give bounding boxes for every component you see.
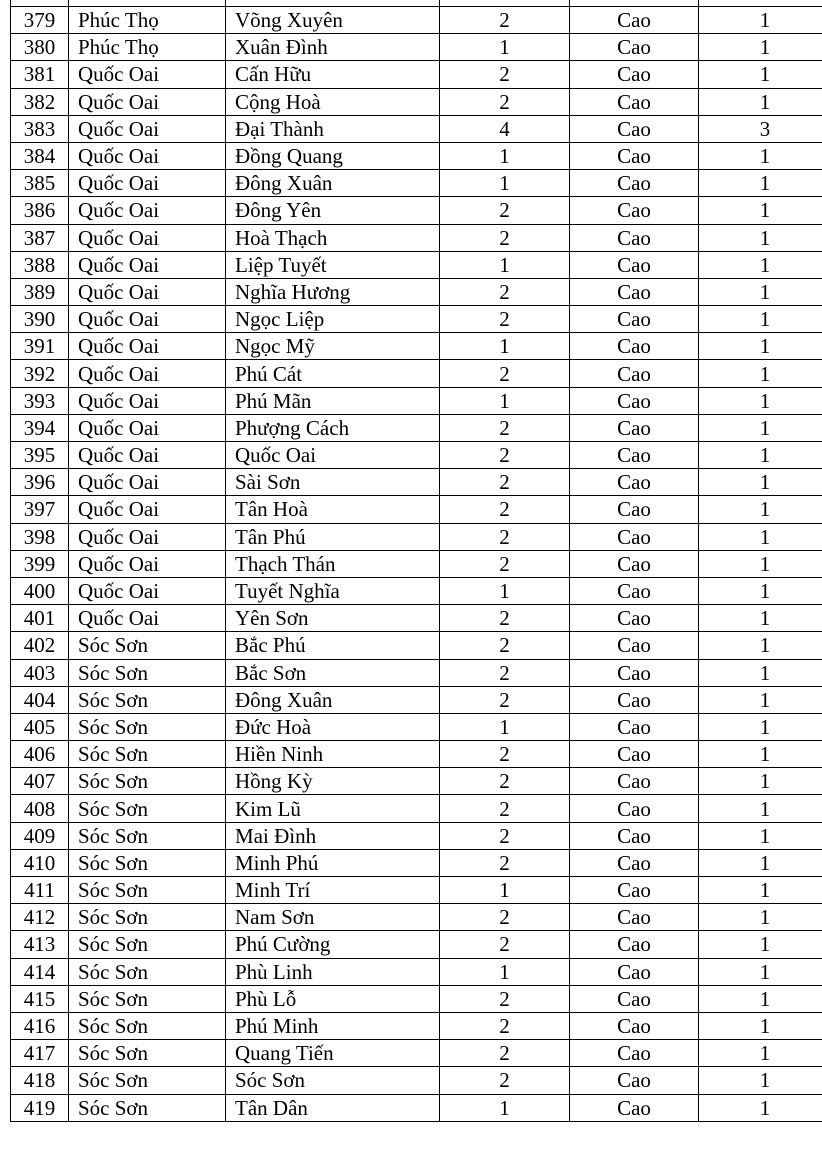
row-number-cell: 419	[11, 1094, 69, 1121]
number-cell: 1	[440, 1094, 570, 1121]
table-row	[11, 7, 822, 34]
table-row	[11, 686, 822, 713]
row-number-cell: 379	[11, 7, 69, 34]
count-cell: 1	[699, 741, 822, 768]
commune-cell: Hồng Kỳ	[226, 768, 440, 795]
number-cell: 1	[440, 34, 570, 61]
district-cell: Quốc Oai	[69, 469, 226, 496]
row-number-cell: 381	[11, 61, 69, 88]
level-cell: Cao	[570, 958, 699, 985]
number-cell: 1	[440, 577, 570, 604]
district-cell: Sóc Sơn	[69, 985, 226, 1012]
table-row	[11, 197, 822, 224]
table-row	[11, 985, 822, 1012]
level-cell: Cao	[570, 605, 699, 632]
row-number-cell: 383	[11, 115, 69, 142]
number-cell: 2	[440, 686, 570, 713]
table-row	[11, 278, 822, 305]
level-cell: Cao	[570, 849, 699, 876]
number-cell: 2	[440, 659, 570, 686]
row-number-cell: 390	[11, 306, 69, 333]
row-number-cell: 396	[11, 469, 69, 496]
table-row	[11, 333, 822, 360]
district-cell: Quốc Oai	[69, 224, 226, 251]
district-cell: Sóc Sơn	[69, 659, 226, 686]
number-cell: 2	[440, 931, 570, 958]
number-cell: 2	[440, 224, 570, 251]
number-cell: 1	[440, 387, 570, 414]
level-cell: Cao	[570, 686, 699, 713]
count-cell: 1	[699, 985, 822, 1012]
number-cell: 2	[440, 496, 570, 523]
district-cell: Quốc Oai	[69, 197, 226, 224]
district-cell: Quốc Oai	[69, 550, 226, 577]
district-cell: Phúc Thọ	[69, 34, 226, 61]
commune-cell: Minh Phú	[226, 849, 440, 876]
commune-cell: Đồng Quang	[226, 142, 440, 169]
row-number-cell: 412	[11, 904, 69, 931]
number-cell: 2	[440, 741, 570, 768]
row-number-cell: 393	[11, 387, 69, 414]
level-cell: Cao	[570, 550, 699, 577]
level-cell: Cao	[570, 360, 699, 387]
number-cell: 1	[440, 142, 570, 169]
district-cell: Quốc Oai	[69, 442, 226, 469]
level-cell: Cao	[570, 88, 699, 115]
commune-cell: Tân Phú	[226, 523, 440, 550]
commune-cell: Ngọc Mỹ	[226, 333, 440, 360]
number-cell: 2	[440, 768, 570, 795]
table-row	[11, 360, 822, 387]
district-cell: Sóc Sơn	[69, 768, 226, 795]
number-cell: 2	[440, 904, 570, 931]
count-cell: 1	[699, 442, 822, 469]
level-cell: Cao	[570, 278, 699, 305]
row-number-cell: 401	[11, 605, 69, 632]
row-number-cell: 410	[11, 849, 69, 876]
table-row	[11, 523, 822, 550]
table-row	[11, 251, 822, 278]
number-cell: 2	[440, 1067, 570, 1094]
district-cell: Quốc Oai	[69, 251, 226, 278]
number-cell: 2	[440, 849, 570, 876]
commune-cell: Đông Xuân	[226, 170, 440, 197]
number-cell: 2	[440, 523, 570, 550]
level-cell: Cao	[570, 414, 699, 441]
level-cell: Cao	[570, 877, 699, 904]
number-cell: 2	[440, 985, 570, 1012]
count-cell: 1	[699, 224, 822, 251]
commune-cell: Quang Tiến	[226, 1040, 440, 1067]
level-cell: Cao	[570, 142, 699, 169]
count-cell: 1	[699, 61, 822, 88]
district-cell: Sóc Sơn	[69, 1067, 226, 1094]
table-row	[11, 741, 822, 768]
table-row	[11, 34, 822, 61]
table-row	[11, 605, 822, 632]
level-cell: Cao	[570, 985, 699, 1012]
commune-cell: Phù Lỗ	[226, 985, 440, 1012]
commune-cell: Ngọc Liệp	[226, 306, 440, 333]
district-cell: Sóc Sơn	[69, 741, 226, 768]
level-cell: Cao	[570, 197, 699, 224]
district-cell: Quốc Oai	[69, 333, 226, 360]
commune-cell: Cấn Hữu	[226, 61, 440, 88]
commune-cell: Đại Thành	[226, 115, 440, 142]
table-row	[11, 904, 822, 931]
row-number-cell: 415	[11, 985, 69, 1012]
row-number-cell: 387	[11, 224, 69, 251]
level-cell: Cao	[570, 659, 699, 686]
district-cell: Quốc Oai	[69, 414, 226, 441]
level-cell: Cao	[570, 768, 699, 795]
level-cell: Cao	[570, 469, 699, 496]
row-number-cell: 399	[11, 550, 69, 577]
row-number-cell: 414	[11, 958, 69, 985]
commune-cell: Kim Lũ	[226, 795, 440, 822]
table-row	[11, 822, 822, 849]
table-row	[11, 713, 822, 740]
count-cell: 1	[699, 768, 822, 795]
row-number-cell: 404	[11, 686, 69, 713]
table-row	[11, 1012, 822, 1039]
table-row	[11, 795, 822, 822]
table-row	[11, 849, 822, 876]
commune-cell: Minh Trí	[226, 877, 440, 904]
level-cell: Cao	[570, 34, 699, 61]
number-cell: 2	[440, 469, 570, 496]
row-number-cell: 418	[11, 1067, 69, 1094]
district-cell: Sóc Sơn	[69, 1040, 226, 1067]
table-row	[11, 768, 822, 795]
level-cell: Cao	[570, 224, 699, 251]
district-cell: Quốc Oai	[69, 306, 226, 333]
number-cell: 2	[440, 197, 570, 224]
district-cell: Phúc Thọ	[69, 7, 226, 34]
table-row	[11, 496, 822, 523]
count-cell: 1	[699, 7, 822, 34]
count-cell: 1	[699, 1012, 822, 1039]
commune-cell: Phượng Cách	[226, 414, 440, 441]
number-cell: 1	[440, 713, 570, 740]
commune-cell: Hiền Ninh	[226, 741, 440, 768]
district-cell: Sóc Sơn	[69, 958, 226, 985]
district-cell: Sóc Sơn	[69, 904, 226, 931]
row-number-cell: 397	[11, 496, 69, 523]
district-cell: Sóc Sơn	[69, 795, 226, 822]
count-cell: 1	[699, 333, 822, 360]
count-cell: 1	[699, 550, 822, 577]
level-cell: Cao	[570, 632, 699, 659]
district-cell: Sóc Sơn	[69, 877, 226, 904]
number-cell: 2	[440, 88, 570, 115]
count-cell: 1	[699, 713, 822, 740]
table-row	[11, 414, 822, 441]
row-number-cell: 416	[11, 1012, 69, 1039]
table-row	[11, 1040, 822, 1067]
row-number-cell: 388	[11, 251, 69, 278]
district-cell: Quốc Oai	[69, 360, 226, 387]
number-cell: 2	[440, 61, 570, 88]
commune-cell: Mai Đình	[226, 822, 440, 849]
district-cell: Quốc Oai	[69, 387, 226, 414]
commune-cell: Phú Minh	[226, 1012, 440, 1039]
row-number-cell: 408	[11, 795, 69, 822]
count-cell: 1	[699, 577, 822, 604]
district-cell: Quốc Oai	[69, 605, 226, 632]
commune-cell: Tân Hoà	[226, 496, 440, 523]
row-number-cell: 417	[11, 1040, 69, 1067]
count-cell: 1	[699, 1094, 822, 1121]
level-cell: Cao	[570, 251, 699, 278]
district-cell: Sóc Sơn	[69, 849, 226, 876]
level-cell: Cao	[570, 1094, 699, 1121]
count-cell: 1	[699, 1040, 822, 1067]
table-row	[11, 1094, 822, 1121]
count-cell: 1	[699, 170, 822, 197]
table-body	[11, 0, 822, 1121]
commune-cell: Tuyết Nghĩa	[226, 577, 440, 604]
count-cell: 1	[699, 251, 822, 278]
table-row	[11, 142, 822, 169]
count-cell: 1	[699, 958, 822, 985]
district-cell: Quốc Oai	[69, 61, 226, 88]
district-cell: Sóc Sơn	[69, 1012, 226, 1039]
row-number-cell: 380	[11, 34, 69, 61]
table-row	[11, 632, 822, 659]
row-number-cell: 392	[11, 360, 69, 387]
district-cell: Quốc Oai	[69, 577, 226, 604]
row-number-cell: 406	[11, 741, 69, 768]
district-cell: Quốc Oai	[69, 115, 226, 142]
commune-cell: Đức Hoà	[226, 713, 440, 740]
count-cell: 1	[699, 849, 822, 876]
number-cell: 2	[440, 306, 570, 333]
number-cell: 1	[440, 877, 570, 904]
level-cell: Cao	[570, 496, 699, 523]
number-cell: 2	[440, 795, 570, 822]
level-cell: Cao	[570, 577, 699, 604]
table-row	[11, 469, 822, 496]
count-cell: 1	[699, 904, 822, 931]
row-number-cell: 411	[11, 877, 69, 904]
table-row	[11, 550, 822, 577]
number-cell: 2	[440, 632, 570, 659]
table-row	[11, 877, 822, 904]
number-cell: 1	[440, 251, 570, 278]
commune-cell: Tân Dân	[226, 1094, 440, 1121]
number-cell: 2	[440, 278, 570, 305]
count-cell: 3	[699, 115, 822, 142]
level-cell: Cao	[570, 741, 699, 768]
count-cell: 1	[699, 469, 822, 496]
row-number-cell: 389	[11, 278, 69, 305]
table-row	[11, 442, 822, 469]
table-row	[11, 931, 822, 958]
level-cell: Cao	[570, 7, 699, 34]
number-cell: 2	[440, 1040, 570, 1067]
count-cell: 1	[699, 197, 822, 224]
number-cell: 2	[440, 442, 570, 469]
commune-cell: Đông Yên	[226, 197, 440, 224]
level-cell: Cao	[570, 333, 699, 360]
commune-cell: Sài Sơn	[226, 469, 440, 496]
number-cell: 2	[440, 360, 570, 387]
count-cell: 1	[699, 34, 822, 61]
number-cell: 1	[440, 333, 570, 360]
document-page	[10, 0, 812, 1122]
row-number-cell: 382	[11, 88, 69, 115]
row-number-cell: 405	[11, 713, 69, 740]
level-cell: Cao	[570, 442, 699, 469]
level-cell: Cao	[570, 904, 699, 931]
count-cell: 1	[699, 278, 822, 305]
commune-cell: Bắc Phú	[226, 632, 440, 659]
level-cell: Cao	[570, 387, 699, 414]
row-number-cell: 395	[11, 442, 69, 469]
district-cell: Quốc Oai	[69, 278, 226, 305]
number-cell: 4	[440, 115, 570, 142]
table-row	[11, 577, 822, 604]
level-cell: Cao	[570, 1012, 699, 1039]
row-number-cell: 407	[11, 768, 69, 795]
commune-cell: Xuân Đình	[226, 34, 440, 61]
number-cell: 2	[440, 7, 570, 34]
commune-cell: Phú Mãn	[226, 387, 440, 414]
level-cell: Cao	[570, 1067, 699, 1094]
commune-cell: Võng Xuyên	[226, 7, 440, 34]
commune-cell: Đông Xuân	[226, 686, 440, 713]
count-cell: 1	[699, 931, 822, 958]
district-cell: Quốc Oai	[69, 496, 226, 523]
count-cell: 1	[699, 1067, 822, 1094]
district-cell: Quốc Oai	[69, 142, 226, 169]
commune-cell: Liệp Tuyết	[226, 251, 440, 278]
row-number-cell: 413	[11, 931, 69, 958]
level-cell: Cao	[570, 115, 699, 142]
commune-cell: Phú Cát	[226, 360, 440, 387]
commune-cell: Bắc Sơn	[226, 659, 440, 686]
number-cell: 2	[440, 605, 570, 632]
count-cell: 1	[699, 387, 822, 414]
district-cell: Quốc Oai	[69, 523, 226, 550]
level-cell: Cao	[570, 931, 699, 958]
count-cell: 1	[699, 142, 822, 169]
count-cell: 1	[699, 306, 822, 333]
table-row	[11, 306, 822, 333]
table-row	[11, 88, 822, 115]
level-cell: Cao	[570, 822, 699, 849]
district-cell: Sóc Sơn	[69, 632, 226, 659]
count-cell: 1	[699, 822, 822, 849]
commune-cell: Nghĩa Hương	[226, 278, 440, 305]
level-cell: Cao	[570, 795, 699, 822]
level-cell: Cao	[570, 1040, 699, 1067]
table-row	[11, 224, 822, 251]
number-cell: 2	[440, 414, 570, 441]
count-cell: 1	[699, 795, 822, 822]
number-cell: 1	[440, 958, 570, 985]
count-cell: 1	[699, 605, 822, 632]
table-row	[11, 958, 822, 985]
row-number-cell: 403	[11, 659, 69, 686]
count-cell: 1	[699, 632, 822, 659]
count-cell: 1	[699, 360, 822, 387]
count-cell: 1	[699, 523, 822, 550]
table-row	[11, 1067, 822, 1094]
count-cell: 1	[699, 877, 822, 904]
commune-cell: Yên Sơn	[226, 605, 440, 632]
level-cell: Cao	[570, 61, 699, 88]
commune-table	[10, 0, 822, 1122]
row-number-cell: 386	[11, 197, 69, 224]
commune-cell: Quốc Oai	[226, 442, 440, 469]
table-row	[11, 387, 822, 414]
district-cell: Quốc Oai	[69, 88, 226, 115]
commune-cell: Phù Linh	[226, 958, 440, 985]
district-cell: Sóc Sơn	[69, 686, 226, 713]
row-number-cell: 391	[11, 333, 69, 360]
district-cell: Sóc Sơn	[69, 713, 226, 740]
row-number-cell: 394	[11, 414, 69, 441]
number-cell: 2	[440, 822, 570, 849]
count-cell: 1	[699, 686, 822, 713]
row-number-cell: 400	[11, 577, 69, 604]
table-row	[11, 115, 822, 142]
commune-cell: Hoà Thạch	[226, 224, 440, 251]
table-row	[11, 61, 822, 88]
number-cell: 2	[440, 1012, 570, 1039]
count-cell: 1	[699, 496, 822, 523]
district-cell: Sóc Sơn	[69, 931, 226, 958]
count-cell: 1	[699, 659, 822, 686]
district-cell: Quốc Oai	[69, 170, 226, 197]
number-cell: 1	[440, 170, 570, 197]
district-cell: Sóc Sơn	[69, 1094, 226, 1121]
row-number-cell: 409	[11, 822, 69, 849]
count-cell: 1	[699, 88, 822, 115]
table-row	[11, 659, 822, 686]
row-number-cell: 398	[11, 523, 69, 550]
row-number-cell: 385	[11, 170, 69, 197]
count-cell: 1	[699, 414, 822, 441]
level-cell: Cao	[570, 713, 699, 740]
level-cell: Cao	[570, 306, 699, 333]
row-number-cell: 402	[11, 632, 69, 659]
number-cell: 2	[440, 550, 570, 577]
commune-cell: Thạch Thán	[226, 550, 440, 577]
table-row	[11, 170, 822, 197]
commune-cell: Cộng Hoà	[226, 88, 440, 115]
level-cell: Cao	[570, 523, 699, 550]
district-cell: Sóc Sơn	[69, 822, 226, 849]
commune-cell: Phú Cường	[226, 931, 440, 958]
row-number-cell: 384	[11, 142, 69, 169]
commune-cell: Nam Sơn	[226, 904, 440, 931]
commune-cell: Sóc Sơn	[226, 1067, 440, 1094]
level-cell: Cao	[570, 170, 699, 197]
